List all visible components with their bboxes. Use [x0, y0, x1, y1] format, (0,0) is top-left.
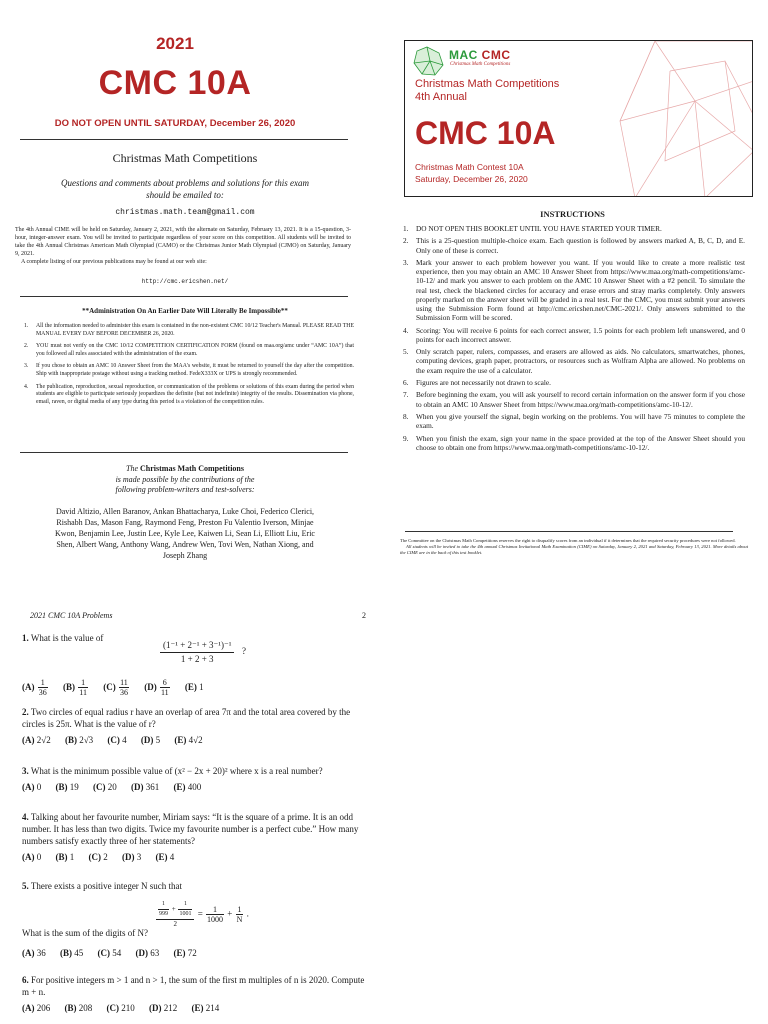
choice-d[interactable]: (D) 3 — [122, 852, 142, 862]
listing-line: A complete listing of our previous publications may be found at our web site: — [21, 259, 207, 265]
contest-line2: Saturday, December 26, 2020 — [415, 174, 528, 184]
choice-e[interactable]: (E) 1 — [184, 681, 204, 692]
choice-d[interactable]: (D) 5 — [140, 735, 161, 745]
expr-denominator: 1 + 2 + 3 — [180, 654, 214, 664]
intro-paragraph — [15, 226, 351, 266]
choice-b[interactable]: (B) 1 — [55, 852, 75, 862]
committee-note — [400, 538, 748, 556]
choice-d[interactable]: (D) 212 — [149, 1003, 178, 1013]
instruction-text: Scoring: You will receive 6 points for each correct answer, 1.5 points for each problem left unanswered, and 0 points for each incorrect answer. — [416, 325, 745, 344]
choice-e[interactable]: (E) 4 — [155, 852, 175, 862]
contact-email: christmas.math.team@gmail.com — [115, 208, 255, 217]
problem-number: 3. — [22, 766, 29, 776]
admin-item: 2. YOU must not verify on the CMC 10/12 COMPETITION CERTIFICATION FORM (found on maa.org/amc under “AMC 10A”) that you followed all rules associated with the administration of the exam. — [24, 343, 354, 357]
page-number: 2 — [362, 611, 366, 620]
choice-d[interactable]: (D) 63 — [135, 948, 160, 958]
problem-4 — [22, 811, 372, 863]
admin-item-text: The publication, reproduction, sexual reproduction, or communication of the problems or solutions of this exam during the period when students are eligible to participate seriously jeopardizes the definite (but not indefinite) integrity of the results. Dissemination via phone, email, raven, or digital media of any type during this period is a violation of the competition rules. — [36, 383, 354, 405]
choice-a[interactable]: (A) 0 — [22, 782, 42, 792]
instruction-item: 5. Only scratch paper, rulers, compasses, and erasers are allowed as aids. No calculators, smartwatches, phones, computing devices, graph paper, protractors, or resources such as Wolfram Alpha are allowed. No problems on the exam require the use of a calculator. — [403, 347, 745, 375]
choice-a[interactable]: (A) 2√2 — [22, 735, 51, 745]
choice-a[interactable]: (A) 206 — [22, 1003, 51, 1013]
admin-note: **Administration On An Earlier Date Will Literally Be Impossible** — [82, 307, 288, 315]
problem-text: Talking about her favourite number, Miriam says: “It is the square of a prime. It is an odd number. It has less than two digits. Twice my favourite number is a perfect cube.” How many numbers satisfy exactly three of her statements? — [22, 812, 359, 846]
admin-list — [24, 323, 354, 411]
logo-mac: MAC — [449, 48, 478, 62]
admin-item-text: If you chose to obtain an AMC 10 Answer Sheet from the MAA's website, it must be returned to yourself the day after the competition. Ship with inappropriate postage without using a tracking method. FedeX333X or UPS is strongly recommended. — [36, 363, 354, 377]
choice-c[interactable]: (C) 210 — [106, 1003, 135, 1013]
admin-item-text: All the information needed to administer this exam is contained in the non-existent CMC 10/12 Teacher's Manual. PLEASE READ THE MANUAL EVERY DAY BEFORE DECEMBER 26, 2020. — [36, 323, 354, 337]
instruction-item: 7. Before beginning the exam, you will ask yourself to record certain information on the answer form if you chose to obtain an AMC 10 Answer Sheet from https://www.maa.org/math-competitions/amc-10-12/. — [403, 390, 745, 409]
choices — [22, 851, 372, 863]
instruction-item: 4. Scoring: You will receive 6 points for each correct answer, 1.5 points for each problem left unanswered, and 0 points for each incorrect answer. — [403, 325, 745, 344]
admin-item: 4. The publication, reproduction, sexual reproduction, or communication of the problems or solutions of this exam during the period when students are eligible to participate seriously jeopardizes the definite (but not indefinite) integrity of the results. Dissemination via phone, email, raven, or digital media of any type during this period is a violation of the competition rules. — [24, 383, 354, 405]
cover-divider-mid — [20, 296, 348, 297]
choice-c[interactable]: (C) 4 — [107, 735, 127, 745]
problem-number: 2. — [22, 707, 29, 717]
choice-d[interactable]: (D) $\frac{6}{11}$ — [144, 678, 169, 697]
admin-item-text: YOU must not verify on the CMC 10/12 COMPETITION CERTIFICATION FORM (found on maa.org/amc under “AMC 10A”) that you followed all rules associated with the administration of the exam. — [36, 343, 354, 357]
instruction-text: This is a 25-question multiple-choice exam. Each question is followed by answers marked A, B, C, D, and E. Only one of these is correct. — [416, 236, 745, 255]
choices — [22, 947, 372, 959]
box-title: CMC 10A — [415, 115, 556, 151]
problem-1-expression — [160, 640, 246, 664]
instruction-text: Figures are not necessarily not drawn to scale. — [416, 377, 551, 387]
instruction-item: 8. When you give yourself the signal, begin working on the problems. You will have 75 minutes to complete the exam. — [403, 411, 745, 431]
logo-wordmark — [449, 48, 511, 62]
contrib-org: Christmas Math Competitions — [140, 464, 244, 473]
admin-item: 3. If you chose to obtain an AMC 10 Answer Sheet from the MAA's website, it must be returned to yourself the day after the competition. Ship with inappropriate postage without using a tracking method. FedeX333X or UPS is strongly recommended. — [24, 363, 354, 377]
instruction-item: 9. When you finish the exam, sign your name in the space provided at the top of the Answer Sheet should you choose to obtain one from https://www.maa.org/math-competitions/amc-10-12/. — [403, 433, 745, 452]
choice-e[interactable]: (E) 72 — [173, 948, 197, 958]
instruction-text: DO NOT OPEN THIS BOOKLET UNTIL YOU HAVE STARTED YOUR TIMER. — [416, 224, 662, 233]
instruction-item: 2. This is a 25-question multiple-choice exam. Each question is followed by answers marked A, B, C, D, and E. Only one of these is correct. — [403, 236, 745, 255]
choices — [22, 781, 372, 793]
problem-number: 6. — [22, 975, 29, 985]
logo-subtitle: Christmas Math Competitions — [450, 62, 511, 67]
problem-text: What is the value of — [30, 633, 104, 643]
choice-c[interactable]: (C) 20 — [93, 782, 117, 792]
problem-number: 5. — [22, 881, 29, 891]
admin-item: 1. All the information needed to administer this exam is contained in the non-existent CMC 10/12 Teacher's Manual. PLEASE READ THE MANUAL EVERY DAY BEFORE DECEMBER 26, 2020. — [24, 323, 354, 337]
expr-qmark: ? — [242, 646, 246, 656]
problem-6 — [22, 974, 372, 1014]
problem-text: Two circles of equal radius r have an overlap of area 7π and the total area covered by the circles is 25π. What is the value of r? — [22, 707, 351, 729]
problem-5-tail — [22, 927, 372, 959]
problem-1-choices — [22, 678, 372, 697]
choice-b[interactable]: (B) 2√3 — [64, 735, 94, 745]
problem-number: 4. — [22, 812, 29, 822]
cover-divider-top — [20, 139, 348, 140]
box-contest-info — [415, 161, 528, 185]
authors-list: David Altizio, Allen Baranov, Ankan Bhattacharya, Luke Choi, Federico Clerici, Rishabh Das, Mason Fang, Raymond Feng, Preston Fu Valentio Iverson, Minjae Kwon, Benjamin Lee, Justin Lee, Kyle Lee, Kaiwen Li, Sean Li, Elliott Liu, Eric Shen, Albert Wang, Anthony Wang, Andrew Wen, Tovi Wen, Nathan Xiong, and Joseph Zhang — [55, 507, 315, 560]
instruction-text: Before beginning the exam, you will ask yourself to record certain information on the answer form if you chose to obtain an AMC 10 Answer Sheet from https://www.maa.org/math-competitions/amc-10-12/. — [416, 390, 745, 409]
choice-a[interactable]: (A) $\frac{1}{36}$ — [22, 678, 47, 697]
contrib-line3: following problem-writers and test-solvers: — [115, 485, 255, 494]
contest-line1: Christmas Math Contest 10A — [415, 162, 524, 172]
problem-2 — [22, 706, 372, 746]
choices — [22, 1002, 372, 1014]
cover-logo-box — [404, 40, 753, 197]
instruction-text: When you give yourself the signal, begin working on the problems. You will have 75 minutes to complete the exam. — [416, 411, 745, 431]
contrib-line2: is made possible by the contributions of the — [115, 474, 255, 484]
intro-text: The 4th Annual CIME will be held on Saturday, January 2, 2021, with the alternate on Saturday, February 13, 2021. It is a 15-question, 3-hour, integer-answer exam. You will be invited to participate regardless of your score on this competition. All students will be invited to take the 4th Annual Christmas American Math Olympiad (CAMO) or the Christmas Junior Math Olympiad (CJMO) on Saturday, January 9, 2021. — [15, 227, 351, 257]
choices — [22, 734, 372, 746]
choice-c[interactable]: (C) 2 — [88, 852, 108, 862]
choice-b[interactable]: (B) 208 — [64, 1003, 93, 1013]
cover-year: 2021 — [156, 34, 194, 53]
do-not-open-notice: DO NOT OPEN UNTIL SATURDAY, December 26, 2020 — [54, 118, 296, 129]
instruction-item: 1. DO NOT OPEN THIS BOOKLET UNTIL YOU HAVE STARTED YOUR TIMER. — [403, 224, 662, 233]
problem-number: 1. — [22, 633, 29, 643]
series-line1: Christmas Math Competitions — [415, 78, 560, 90]
problem-text: For positive integers m > 1 and n > 1, the sum of the first m multiples of n is 2020. Compute m + n. — [22, 975, 365, 997]
choice-b[interactable]: (B) $\frac{1}{11}$ — [63, 678, 87, 697]
problem-5 — [22, 880, 372, 892]
problem-3 — [22, 765, 372, 793]
problem-text: There exists a positive integer N such that — [30, 881, 183, 891]
logo-cmc: CMC — [481, 48, 511, 62]
choice-a[interactable]: (A) 0 — [22, 852, 42, 862]
contributors-intro — [70, 464, 300, 496]
problem-5-equation: $\frac{1}{999}$ + $\frac{1}{1001}$ 2 = $\frac{1}{1000}$ + $\frac{1}{N}$ . — [155, 900, 249, 929]
instructions-title: INSTRUCTIONS — [540, 209, 605, 219]
org-name: Christmas Math Competitions — [112, 151, 258, 165]
cover-divider-bottom — [20, 452, 348, 453]
cime-note: All students will be invited to take the 4th annual Christmas Invitational Math Examination (CIME) on Saturday, January 2, 2021 and Saturday, February 13, 2021. More details about the CIME are in the back of this test booklet. — [400, 544, 748, 555]
choice-b[interactable]: (B) 19 — [55, 782, 79, 792]
box-series — [415, 78, 559, 104]
instruction-item: 3. Mark your answer to each problem however you want. If you would like to create a more realistic test experience, then you may obtain an AMC 10 Answer Sheet from https://www.maa.org/math-competitions/amc-10-12/ and mark you answer to each problem on the AMC 10 Answer Sheet with a #2 pencil. To simulate the real test, check the blackened circles for accuracy and erase errors and stray marks completely. Only answers properly marked on the answer sheet will be graded in a real test. For the CMC, you must submit your answers using the Submission Form found at http://cmc.ericshen.net/CMC-2021/. Only answers submitted to the Submission Form will be scored. — [403, 257, 745, 323]
expr-numerator: (1⁻¹ + 2⁻¹ + 3⁻¹)⁻¹ — [160, 640, 234, 653]
choice-e[interactable]: (E) 400 — [173, 782, 202, 792]
choice-e[interactable]: (E) 214 — [191, 1003, 220, 1013]
problems-header: 2021 CMC 10A Problems — [30, 611, 113, 620]
choice-c[interactable]: (C) $\frac{11}{36}$ — [103, 678, 128, 697]
instruction-text: When you finish the exam, sign your name in the space provided at the top of the Answer Sheet should you choose to obtain one from https://www.maa.org/math-competitions/amc-10-12/. — [416, 433, 745, 452]
questions-note: Questions and comments about problems and solutions for this exam should be emailed to: — [61, 178, 309, 200]
choice-e[interactable]: (E) 4√2 — [174, 735, 203, 745]
contrib-the: The — [126, 464, 138, 473]
problem-text: What is the sum of the digits of N? — [22, 928, 148, 938]
instruction-item: 6. Figures are not necessarily not drawn to scale. — [403, 377, 551, 387]
choice-d[interactable]: (D) 361 — [131, 782, 160, 792]
series-line2: 4th Annual — [415, 91, 467, 103]
instruction-text: Mark your answer to each problem however you want. If you would like to create a more realistic test experience, then you may obtain an AMC 10 Answer Sheet from https://www.maa.org/math-competitions/amc-10-12/ and mark you answer to each problem on the AMC 10 Answer Sheet with a #2 pencil. To simulate the real test, check the blackened circles for accuracy and erase errors and stray marks completely. Only answers properly marked on the answer sheet will be graded in a real test. For the CMC, you must submit your answers using the Submission Form found at http://cmc.ericshen.net/CMC-2021/. Only answers submitted to the Submission Form will be scored. — [416, 257, 745, 323]
cover-title: CMC 10A — [98, 64, 252, 102]
committee-text: The Committee on the Christmas Math Competitions reserves the right to disqualify scores from an individual if it determines that the required security procedures were not followed. — [400, 538, 736, 543]
choice-a[interactable]: (A) 36 — [22, 948, 46, 958]
choice-b[interactable]: (B) 45 — [60, 948, 84, 958]
instruction-text: Only scratch paper, rulers, compasses, and erasers are allowed as aids. No calculators, smartwatches, phones, computing devices, graph paper, protractors, or resources such as Wolfram Alpha are allowed. No problems on the exam require the use of a calculator. — [416, 347, 745, 375]
problem-text: What is the minimum possible value of (x² − 2x + 20)² where x is a real number? — [30, 766, 323, 776]
instructions-list — [403, 224, 745, 455]
choice-c[interactable]: (C) 54 — [97, 948, 122, 958]
website-url: http://cmc.ericshen.net/ — [141, 278, 229, 285]
instructions-divider — [405, 531, 733, 532]
